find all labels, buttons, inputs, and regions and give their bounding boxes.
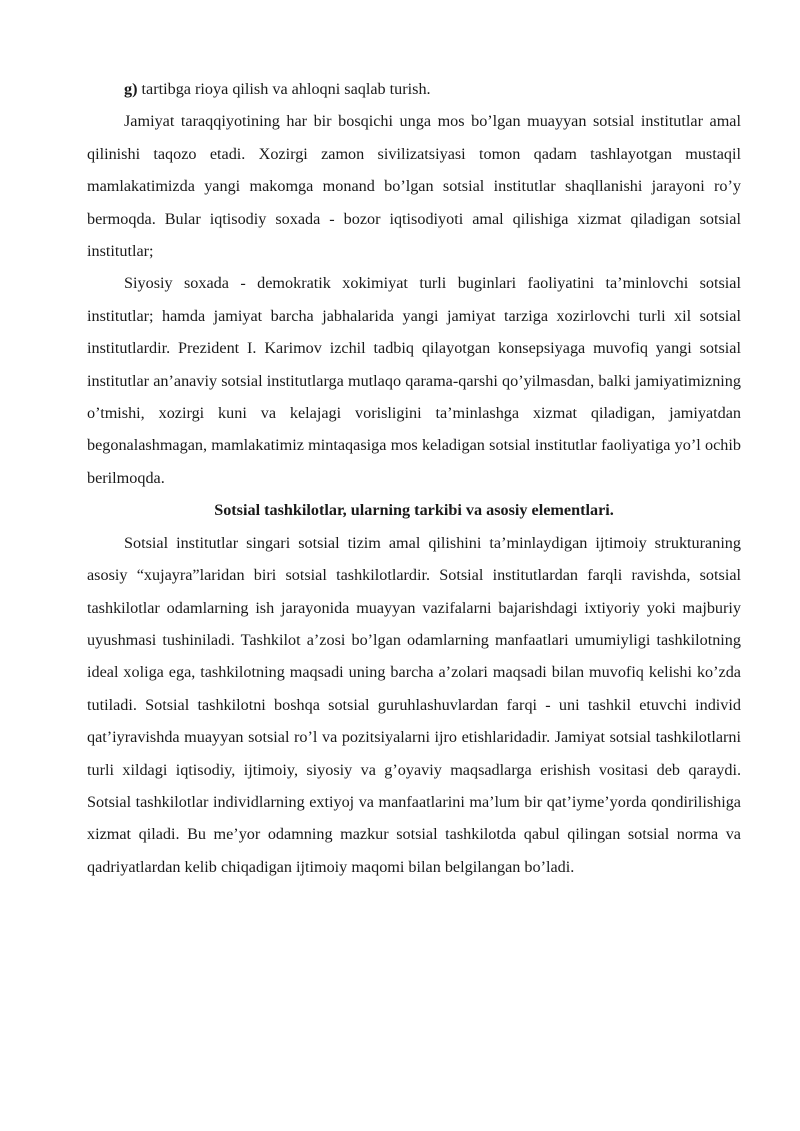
body-paragraph-1: Jamiyat taraqqiyotining har bir bosqichi unga mos bo’lgan muayyan sotsial institutlar amal qilinishi taqozo etadi. Xozirgi zamon sivilizatsiyasi tomon qadam tashlayotgan mustaqil mamlakatimizda yangi makomga monand bo’lgan sotsial institutlar shaqllanishi jarayoni ro’y bermoqda. Bular iqtisodiy soxada - bozor iqtisodiyoti amal qilishiga xizmat qiladigan sotsial institutlar; — [87, 112, 741, 261]
list-item-g — [87, 73, 741, 105]
body-paragraph-2: Siyosiy soxada - demokratik xokimiyat turli buginlari faoliyatini ta’minlovchi sotsial institutlar; hamda jamiyat barcha jabhalarida yangi jamiyat tarziga xozirlovchi turli xil sotsial institutlardir. Prezident I. Karimov izchil tadbiq qilayotgan konsepsiyaga muvofiq yangi sotsial institutlar an’anaviy sotsial institutlarga mutlaqo qarama-qarshi qo’yilmasdan, balki jamiyatimizning o’tmishi, xozirgi kuni va kelajagi vorisligini ta’minlashga xizmat qiladigan, jamiyatdan begonalashmagan, mamlakatimiz mintaqasiga mos keladigan sotsial institutlar faoliyatiga yo’l ochib berilmoqda. — [87, 274, 741, 487]
list-item-text: tartibga rioya qilish va ahloqni saqlab turish. — [137, 80, 431, 98]
section-heading: Sotsial tashkilotlar, ularning tarkibi va asosiy elementlari. — [214, 501, 614, 520]
document-page — [87, 73, 741, 883]
list-marker: g) — [124, 80, 138, 98]
body-paragraph-3: Sotsial institutlar singari sotsial tizim amal qilishini ta’minlaydigan ijtimoiy strukturaning asosiy “xujayra”laridan biri sotsial tashkilotlardir. Sotsial institutlardan farqli ravishda, sotsial tashkilotlar odamlarning ish jarayonida muayyan vazifalarni bajarishdagi ixtiyoriy yoki majburiy uyushmasi tushiniladi. Tashkilot a’zosi bo’lgan odamlarning manfaatlari umumiyligi tashkilotning ideal xoliga ega, tashkilotning maqsadi uning barcha a’zolari maqsadi bilan muvofiq kelishi ko’zda tutiladi. Sotsial tashkilotni boshqa sotsial guruhlashuvlardan farqi - uni tashkil etuvchi individ qat’iyravishda muayyan sotsial ro’l va pozitsiyalarni ijro etishlaridadir. Jamiyat sotsial tashkilotlarni turli xildagi iqtisodiy, ijtimoiy, siyosiy va g’oyaviy maqsadlarga erishish vositasi deb qaraydi. Sotsial tashkilotlar individlarning extiyoj va manfaatlarini ma’lum bir qat’iyme’yorda qondirilishiga xizmat qiladi. Bu me’yor odamning mazkur sotsial tashkilotda qabul qilingan sotsial norma va qadriyatlardan kelib chiqadigan ijtimoiy maqomi bilan belgilangan bo’ladi. — [87, 533, 741, 876]
